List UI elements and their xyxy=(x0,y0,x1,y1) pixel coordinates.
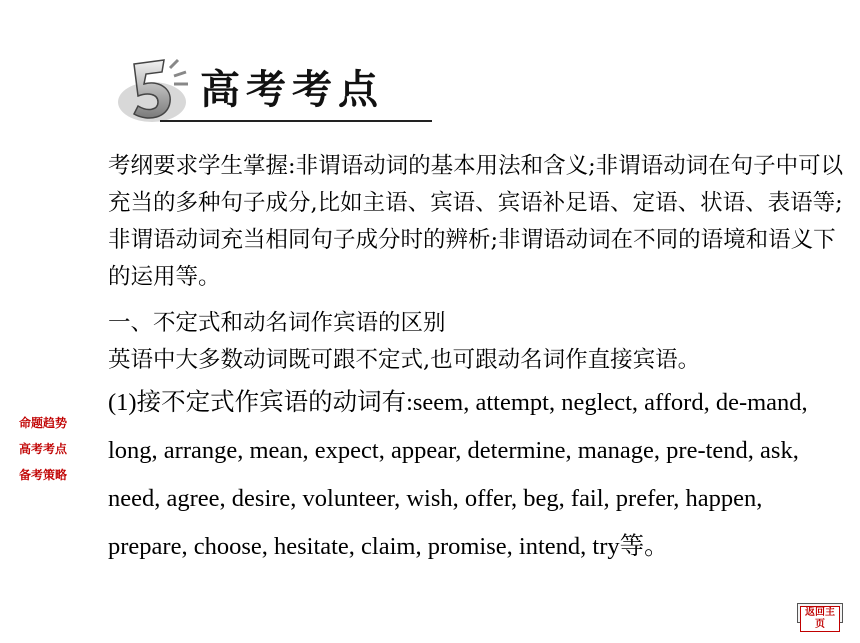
nav-link-trends[interactable]: 命题趋势 xyxy=(18,416,67,430)
nav-link-strategy[interactable]: 备考策略 xyxy=(18,468,67,482)
section-number-five-logo xyxy=(112,50,194,128)
intro-paragraph: 考纲要求学生掌握:非谓语动词的基本用法和含义;非谓语动词在句子中可以充当的多种句子成分,比如主语、宾语、宾语补足语、定语、状语、表语等;非谓语动词充当相同句子成分时的辨析;非谓语动词在不同的语境和语义下的运用等。 xyxy=(108,153,844,290)
subheading: 一、不定式和动名词作宾语的区别 xyxy=(108,310,446,336)
explanation-line: 英语中大多数动词既可跟不定式,也可跟动名词作直接宾语。 xyxy=(108,347,701,373)
side-navigation xyxy=(8,410,78,488)
nav-link-exam-points[interactable]: 高考考点 xyxy=(18,442,67,456)
return-home-button[interactable] xyxy=(797,603,843,630)
main-content xyxy=(108,148,848,571)
title-underline xyxy=(160,120,432,122)
verb-list-paragraph: (1)接不定式作宾语的动词有:seem, attempt, neglect, afford, de-mand, long, arrange, mean, expect, appear, determine, manage, pre-tend, ask, need, agree, desire, volunteer, wish, offer, beg, fail, prefer, happen, prepare, choose, hesitate, claim, promise, intend, try等。 xyxy=(108,389,808,560)
section-title: 高考考点 xyxy=(200,67,384,113)
return-home-label: 返回主页 xyxy=(800,606,840,632)
